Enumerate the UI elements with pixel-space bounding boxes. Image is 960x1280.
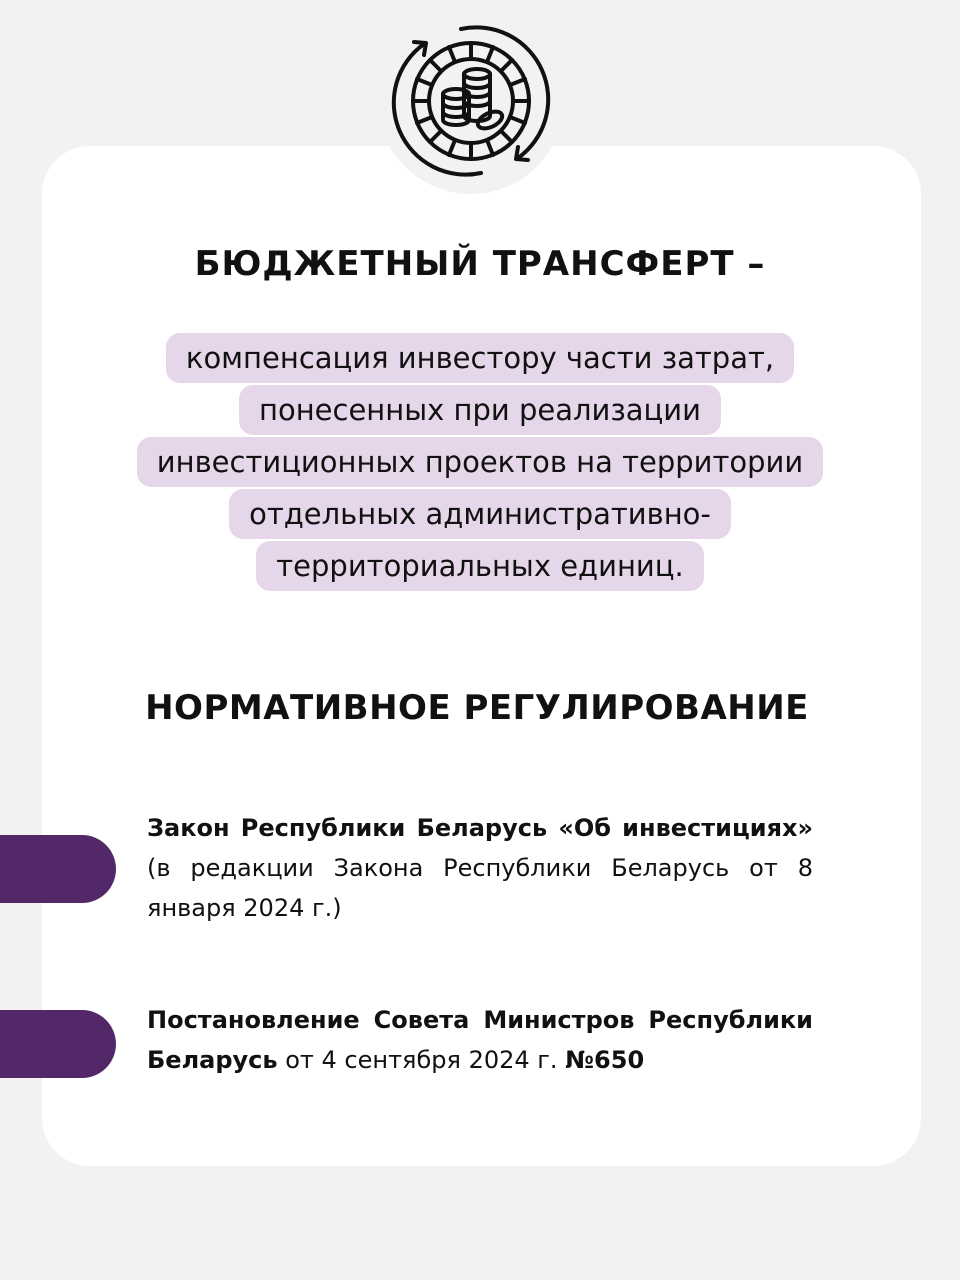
resolution-name: Постановление Совета Министров Республики Беларусь — [147, 1006, 813, 1074]
accent-tab — [0, 835, 116, 903]
resolution-number: №650 — [565, 1046, 645, 1074]
icon-badge — [378, 8, 564, 194]
law-document — [147, 808, 813, 928]
resolution-date: от 4 сентября 2024 г. — [285, 1046, 558, 1074]
regulation-heading: НОРМАТИВНОЕ РЕГУЛИРОВАНИЕ — [145, 688, 809, 728]
accent-tab — [0, 1010, 116, 1078]
definition-line: компенсация инвестору части затрат, — [80, 332, 880, 384]
resolution-document — [147, 1000, 813, 1080]
definition-line: территориальных единиц. — [80, 540, 880, 592]
law-name: Закон Республики Беларусь «Об инвестициях» — [147, 814, 813, 842]
coins-cycle-icon — [386, 16, 556, 186]
law-details: (в редакции Закона Республики Беларусь от 8 января 2024 г.) — [147, 854, 813, 922]
page-title: БЮДЖЕТНЫЙ ТРАНСФЕРТ – — [194, 244, 766, 284]
definition-block — [80, 332, 880, 592]
definition-line: инвестиционных проектов на территории — [80, 436, 880, 488]
definition-line: отдельных административно- — [80, 488, 880, 540]
definition-line: понесенных при реализации — [80, 384, 880, 436]
